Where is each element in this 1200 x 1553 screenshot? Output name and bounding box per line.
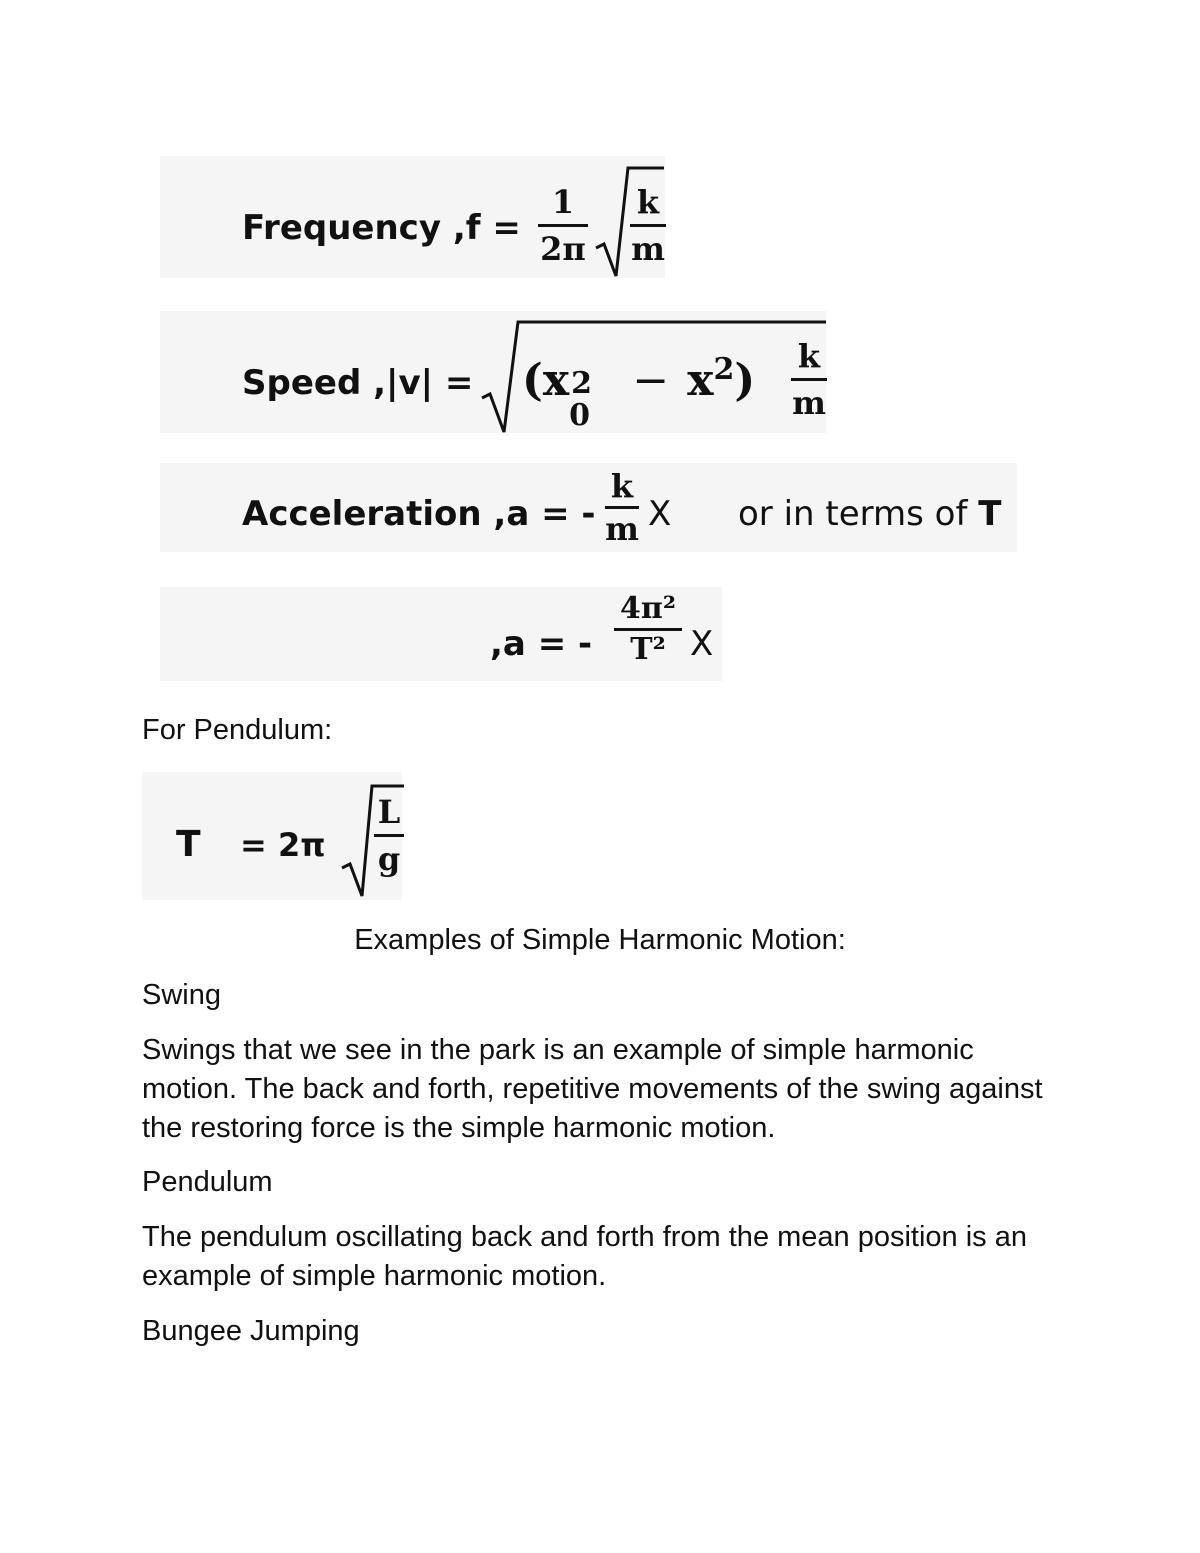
speed-expression <box>522 352 756 433</box>
acceleration-note <box>738 494 1001 534</box>
fraction-bar <box>538 224 588 227</box>
acceleration-t-label: ,a = - <box>490 624 593 664</box>
acceleration-note-var: T <box>978 494 1002 534</box>
fraction-bar <box>605 506 639 509</box>
examples-heading: Examples of Simple Harmonic Motion: <box>354 924 846 956</box>
pendulum-period-symbol: T <box>176 824 201 865</box>
acceleration-t-fraction <box>614 591 682 667</box>
acceleration-t-denominator: T² <box>630 632 666 667</box>
acceleration-t-var: X <box>690 624 714 664</box>
fraction-bar <box>630 224 666 227</box>
x0-term: x <box>542 355 570 406</box>
acceleration-fraction <box>605 467 639 548</box>
example-text-swing: Swings that we see in the park is an example of simple harmonic motion. The back and forth, repetitive movements of the swing against the restoring force is the simple harmonic motion. <box>142 1034 1043 1144</box>
frequency-root-fraction <box>630 183 666 268</box>
speed-fraction <box>791 337 827 422</box>
pendulum-root-fraction <box>374 793 404 878</box>
pendulum-root-denominator: g <box>377 840 401 878</box>
close-paren: ) <box>734 355 756 406</box>
acceleration-note-text: or in terms of <box>738 494 968 534</box>
x0-superscript: 2 <box>571 366 592 401</box>
x-superscript: 2 <box>713 352 735 387</box>
acceleration-frac-numerator: k <box>610 467 634 505</box>
acceleration-label: Acceleration ,a = - <box>242 494 596 534</box>
example-text-pendulum: The pendulum oscillating back and forth from the mean position is an example of simple harmonic motion. <box>142 1221 1027 1292</box>
speed-frac-denominator: m <box>792 384 826 422</box>
example-title-swing: Swing <box>142 979 221 1011</box>
open-paren: ( <box>522 355 543 406</box>
frequency-label: Frequency ,f = <box>242 208 521 248</box>
pendulum-root-numerator: L <box>377 793 401 831</box>
frequency-fraction <box>538 183 588 268</box>
example-title-bungee: Bungee Jumping <box>142 1315 360 1347</box>
acceleration-frac-denominator: m <box>605 510 639 548</box>
fraction-bar <box>791 378 827 381</box>
frequency-denominator: 2π <box>540 230 586 268</box>
minus-sign: − <box>632 355 670 406</box>
example-title-pendulum: Pendulum <box>142 1166 273 1198</box>
for-pendulum-heading: For Pendulum: <box>142 714 333 746</box>
frequency-root-denominator: m <box>631 230 665 268</box>
speed-label: Speed ,|v| = <box>242 363 474 403</box>
frequency-root-numerator: k <box>636 183 660 221</box>
pendulum-equals: = 2π <box>240 826 326 864</box>
fraction-bar <box>374 834 404 837</box>
x0-subscript: 0 <box>569 398 590 433</box>
speed-frac-numerator: k <box>797 337 821 375</box>
acceleration-var: X <box>648 494 672 534</box>
frequency-numerator: 1 <box>551 183 575 221</box>
x-term: x <box>687 355 714 406</box>
fraction-bar <box>614 628 682 631</box>
acceleration-t-numerator: 4π² <box>620 591 676 626</box>
